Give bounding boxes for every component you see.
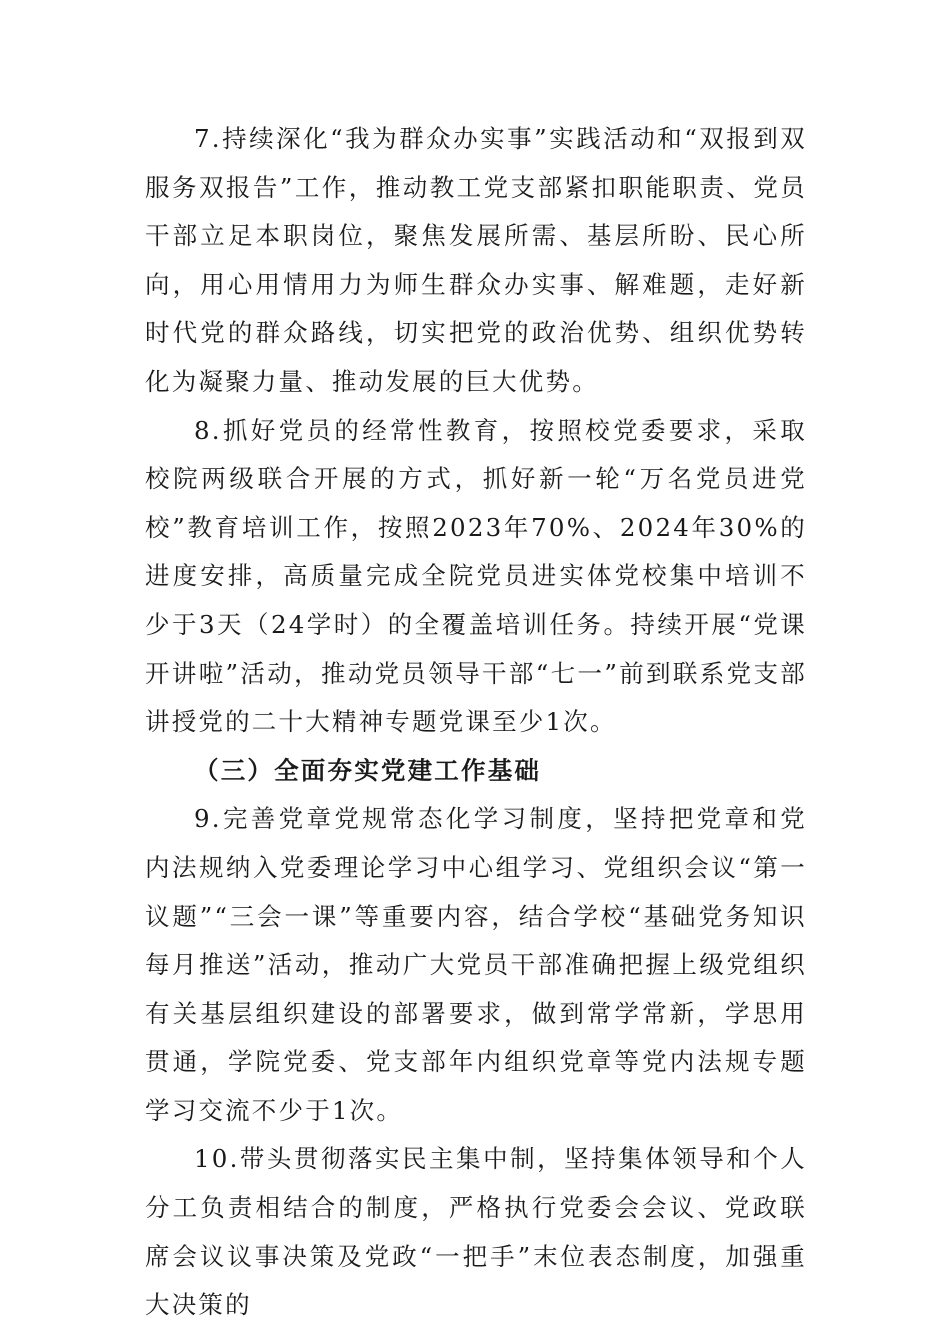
paragraph-8: 8.抓好党员的经常性教育，按照校党委要求，采取校院两级联合开展的方式，抓好新一轮“万名党员进党校”教育培训工作，按照2023年70%、2024年30%的进度安排，高质量完成全院党员进实体党校集中培训不少于3天（24学时）的全覆盖培训任务。持续开展“党课开讲啦”活动，推动党员领导干部“七一”前到联系党支部讲授党的二十大精神专题党课至少1次。 — [145, 415, 807, 737]
paragraph-10: 10.带头贯彻落实民主集中制，坚持集体领导和个人分工负责相结合的制度，严格执行党委会会议、党政联席会议议事决策及党政“一把手”末位表态制度，加强重大决策的 — [145, 1144, 807, 1320]
paragraph-7: 7.持续深化“我为群众办实事”实践活动和“双报到双服务双报告”工作，推动教工党支部紧扣职能职责、党员干部立足本职岗位，聚焦发展所需、基层所盼、民心所向，用心用情用力为师生群众办实事、解难题，走好新时代党的群众路线，切实把党的政治优势、组织优势转化为凝聚力量、推动发展的巨大优势。 — [145, 124, 807, 396]
document-body — [145, 115, 807, 1330]
paragraph-9: 9.完善党章党规常态化学习制度，坚持把党章和党内法规纳入党委理论学习中心组学习、党组织会议“第一议题”“三会一课”等重要内容，结合学校“基础党务知识每月推送”活动，推动广大党员干部准确把握上级党组织有关基层组织建设的部署要求，做到常学常新，学思用贯通，学院党委、党支部年内组织党章等党内法规专题学习交流不少于1次。 — [145, 804, 807, 1125]
section-heading: （三）全面夯实党建工作基础 — [194, 755, 542, 785]
